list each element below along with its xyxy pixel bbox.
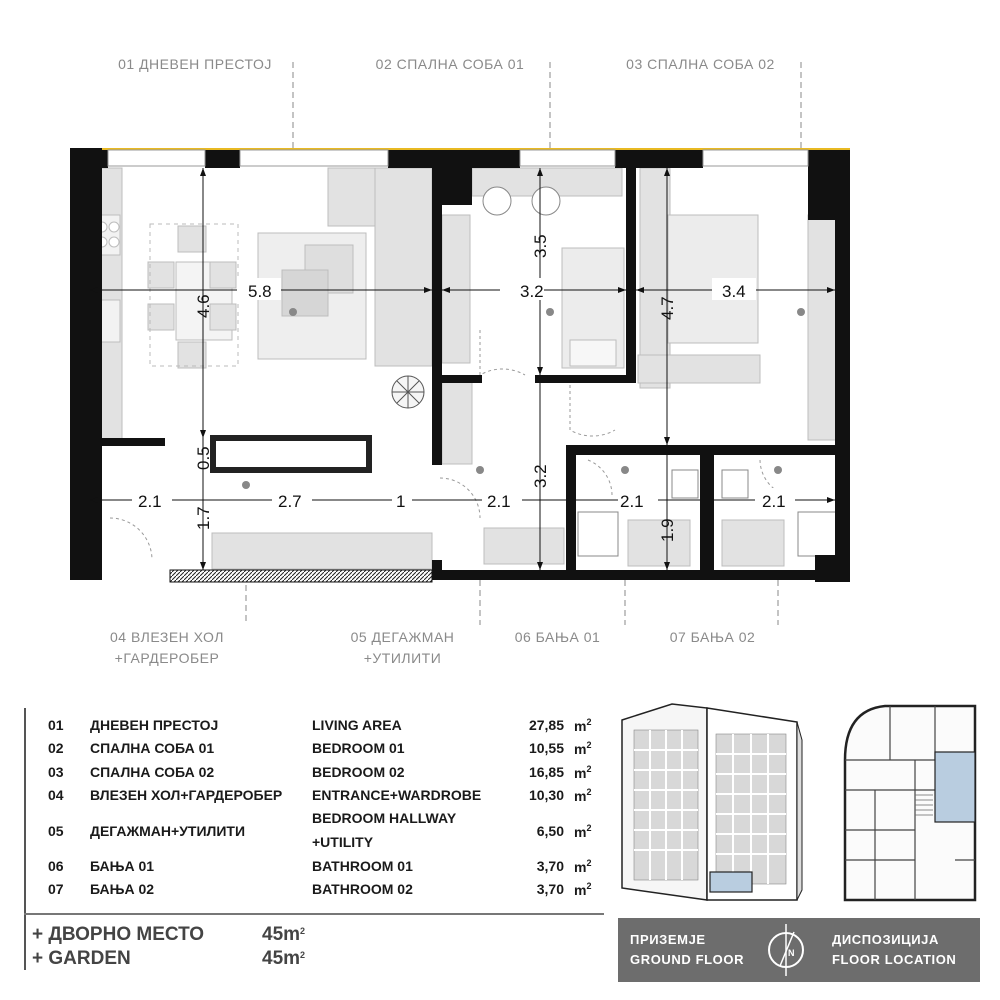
label-hallway-line2: +УТИЛИТИ	[363, 650, 442, 666]
terrace-threshold	[170, 570, 432, 582]
dim-3-5: 3.5	[531, 234, 550, 258]
row-area: 3,70	[536, 858, 564, 874]
dim-5-8: 5.8	[248, 282, 272, 301]
row-number: 02	[48, 740, 64, 756]
dim-2-7: 2.7	[278, 492, 302, 511]
label-entrance-line2: +ГАРДЕРОБЕР	[114, 650, 220, 666]
garden-row-mk	[32, 924, 432, 948]
row-name-mk: ДЕГАЖМАН+УТИЛИТИ	[90, 823, 246, 839]
unit-text: m	[574, 859, 587, 875]
row-unit	[574, 764, 591, 781]
floor-badge	[618, 918, 778, 982]
garden-area-mk	[262, 924, 305, 946]
row-name-en: BATHROOM 01	[312, 858, 413, 874]
dim-0-5: 0.5	[194, 446, 213, 470]
unit-sup: 2	[586, 823, 592, 833]
row-number: 01	[48, 717, 64, 733]
floor-location-plan	[835, 700, 980, 905]
dim-2-1-entrance: 2.1	[138, 492, 162, 511]
area-schedule	[20, 708, 605, 970]
row-name-mk: СПАЛНА СОБА 01	[90, 740, 215, 756]
row-number: 04	[48, 787, 64, 803]
apartment-location-highlight	[935, 752, 975, 822]
location-badge	[810, 918, 980, 982]
row-name-en: BATHROOM 02	[312, 881, 413, 897]
dim-2-1-hallway: 2.1	[487, 492, 511, 511]
garden-area-mk-text: 45m	[262, 924, 301, 945]
row-unit	[574, 787, 591, 804]
garden-area-en	[262, 948, 305, 970]
row-name-mk: БАЊА 01	[90, 858, 155, 874]
label-bedroom-01: 02 СПАЛНА СОБА 01	[375, 56, 525, 72]
row-unit	[574, 823, 591, 840]
location-badge-en: FLOOR LOCATION	[832, 952, 957, 967]
row-name-mk: СПАЛНА СОБА 02	[90, 764, 215, 780]
row-name-mk: БАЊА 02	[90, 881, 155, 897]
dim-2-1-bath2: 2.1	[762, 492, 786, 511]
row-area: 27,85	[528, 717, 564, 733]
row-number: 03	[48, 764, 64, 780]
location-badge-mk: ДИСПОЗИЦИЈА	[832, 932, 939, 947]
apartment-highlight	[710, 872, 752, 892]
unit-sup: 2	[586, 858, 592, 868]
dim-3-4: 3.4	[722, 282, 746, 301]
label-hallway-line1: 05 ДЕГАЖМАН	[350, 629, 455, 645]
label-bathroom-01: 06 БАЊА 01	[514, 629, 601, 645]
garden-area-en-sup: 2	[300, 950, 306, 960]
unit-text: m	[574, 718, 587, 734]
label-bathroom-02: 07 БАЊА 02	[669, 629, 756, 645]
label-living-area: 01 ДНЕВЕН ПРЕСТОЈ	[118, 56, 272, 72]
row-name-mk: ДНЕВЕН ПРЕСТОЈ	[90, 717, 219, 733]
row-area: 10,55	[528, 740, 564, 756]
unit-sup: 2	[586, 740, 592, 750]
row-area: 10,30	[528, 787, 564, 803]
row-name-en-line2: +UTILITY	[312, 834, 374, 850]
label-entrance-line1: 04 ВЛЕЗЕН ХОЛ	[110, 629, 224, 645]
row-number: 05	[48, 823, 64, 839]
row-unit	[574, 740, 591, 757]
row-name-en: BEDROOM HALLWAY	[312, 810, 457, 826]
building-elevation-illustration	[612, 700, 812, 908]
schedule-row	[20, 810, 605, 854]
unit-sup: 2	[586, 717, 592, 727]
floor-badge-en: GROUND FLOOR	[630, 952, 745, 967]
row-name-mk: ВЛЕЗЕН ХОЛ+ГАРДЕРОБЕР	[90, 787, 283, 803]
dim-3-2-top: 3.2	[520, 282, 544, 301]
unit-text: m	[574, 741, 587, 757]
unit-sup: 2	[586, 881, 592, 891]
garden-label-en: + GARDEN	[32, 948, 131, 969]
dim-4-6: 4.6	[194, 294, 213, 318]
row-number: 07	[48, 881, 64, 897]
label-hallway	[335, 627, 470, 669]
garden-label-mk: + ДВОРНО МЕСТО	[32, 924, 205, 945]
row-name-en: ENTRANCE+WARDROBE	[312, 787, 482, 803]
garden-row-en	[32, 948, 432, 972]
compass-icon	[762, 918, 810, 982]
garden-area-en-text: 45m	[262, 948, 301, 969]
row-unit	[574, 717, 591, 734]
dim-3-2-hallway: 3.2	[531, 464, 550, 488]
row-area: 3,70	[536, 881, 564, 897]
row-unit	[574, 881, 591, 898]
unit-sup: 2	[586, 787, 592, 797]
floor-badge-mk: ПРИЗЕМЈЕ	[630, 932, 706, 947]
row-area: 6,50	[536, 823, 564, 839]
label-entrance	[92, 627, 242, 669]
unit-sup: 2	[586, 764, 592, 774]
unit-text: m	[574, 765, 587, 781]
unit-text: m	[574, 824, 587, 840]
dim-1-9: 1.9	[658, 518, 677, 542]
row-number: 06	[48, 858, 64, 874]
dim-2-1-bath1: 2.1	[620, 492, 644, 511]
row-area: 16,85	[528, 764, 564, 780]
row-unit	[574, 858, 591, 875]
row-name-en: BEDROOM 02	[312, 764, 405, 780]
dim-1-7: 1.7	[194, 506, 213, 530]
unit-text: m	[574, 788, 587, 804]
dim-1: 1	[396, 492, 406, 511]
label-bedroom-02: 03 СПАЛНА СОБА 02	[626, 56, 775, 72]
plant-icon	[392, 376, 424, 408]
compass-letter: N	[788, 948, 796, 958]
row-name-en: LIVING AREA	[312, 717, 402, 733]
unit-text: m	[574, 882, 587, 898]
compass	[762, 918, 810, 982]
schedule-rule-horizontal	[24, 913, 604, 915]
dim-4-7: 4.7	[658, 296, 677, 320]
garden-area-mk-sup: 2	[300, 926, 306, 936]
row-name-en: BEDROOM 01	[312, 740, 405, 756]
